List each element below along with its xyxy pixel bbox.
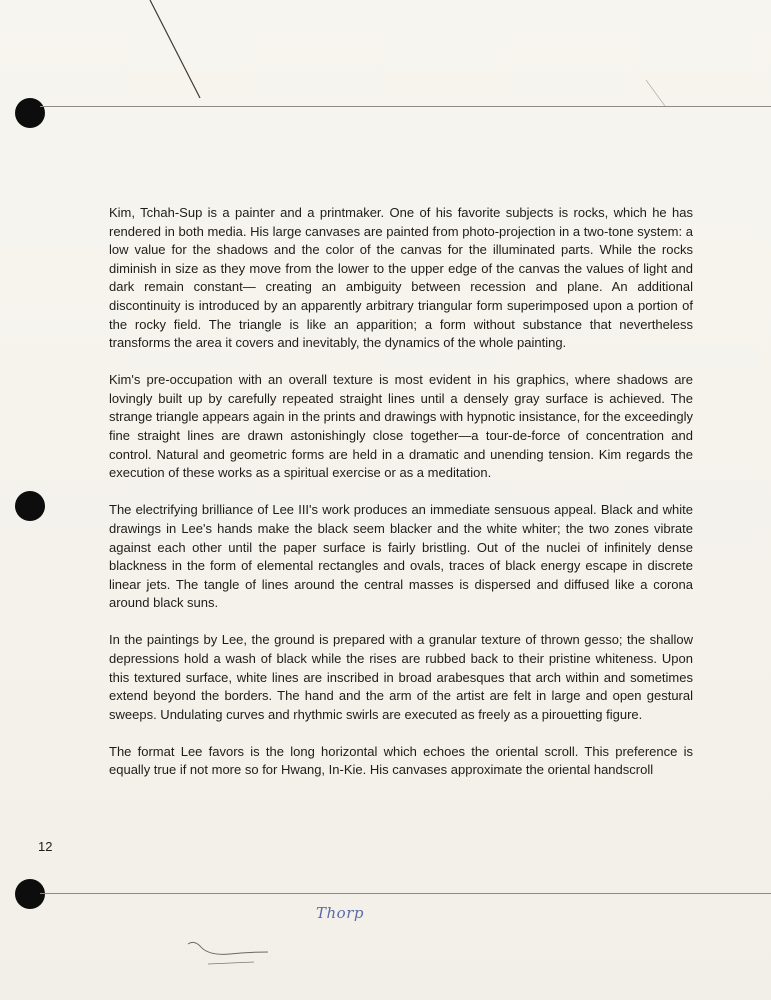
pencil-squiggle: [188, 942, 268, 954]
punch-hole-bottom: [15, 879, 45, 909]
article-body: [109, 204, 693, 799]
paragraph-4: In the paintings by Lee, the ground is prepared with a granular texture of thrown gesso; the shallow depressions hold a wash of black while the rises are rubbed back to their pristine whiteness. Upon this textured surface, white lines are inscribed in broad arabesques that arch within and sometimes extend beyond the borders. The hand and the arm of the artist are felt in large and open gestural sweeps. Undulating curves and rhythmic swirls are executed as freely as a pirouetting figure.: [109, 632, 693, 722]
paragraph-5: The format Lee favors is the long horizontal which echoes the oriental scroll. This preference is equally true if not more so for Hwang, In-Kie. His canvases approximate the oriental handscroll: [109, 743, 693, 778]
paragraph-1: Kim, Tchah-Sup is a painter and a printmaker. One of his favorite subjects is rocks, which he has rendered in both media. His large canvases are painted from photo-projection in a two-tone system: a low value for the shadows and the color of the canvas for the illuminated parts. While the rocks diminish in size as they move from the lower to the upper edge of the canvas the values of light and dark remain constant— creating an ambiguity between recession and plane. An additional discontinuity is introduced by an apparently arbitrary triangular form superimposed upon a portion of the rocky field. The triangle is like an apparition; a form without substance that nevertheless transforms the area it covers and inevitably, the dynamics of the whole painting.: [109, 205, 693, 351]
punch-hole-top: [15, 98, 45, 128]
paragraph-2: Kim's pre-occupation with an overall texture is most evident in his graphics, where shadows are lovingly built up by carefully repeated straight lines until a densely gray surface is achieved. The strange triangle appears again in the prints and drawings with hypnotic insistance, for the exceedingly fine straight lines are drawn astonishingly close together—a tour-de-force of concentration and control. Natural and geometric forms are held in a dramatic and unending tension. Kim regards the execution of these works as a spiritual exercise or as a meditation.: [109, 372, 693, 481]
paragraph-3: The electrifying brilliance of Lee III's work produces an immediate sensuous appeal. Black and white drawings in Lee's hands make the black seem blacker and the white whiter; the two zones vibrate against each other until the paper surface is fairly bristling. Out of the nuclei of infinitely dense blackness in the form of elemental rectangles and ovals, traces of black energy escape in discrete linear jets. The tangle of lines around the central masses is dispersed and diffused like a corona around black suns.: [109, 502, 693, 611]
top-rule: [40, 106, 771, 107]
diagonal-pen-mark: [150, 0, 200, 98]
handwritten-note: Thorp: [316, 904, 364, 922]
pencil-stroke: [208, 962, 254, 964]
punch-hole-middle: [15, 491, 45, 521]
bottom-rule: [40, 893, 771, 894]
page-number: 12: [38, 839, 53, 854]
diagonal-pen-mark-faint: [646, 80, 665, 106]
